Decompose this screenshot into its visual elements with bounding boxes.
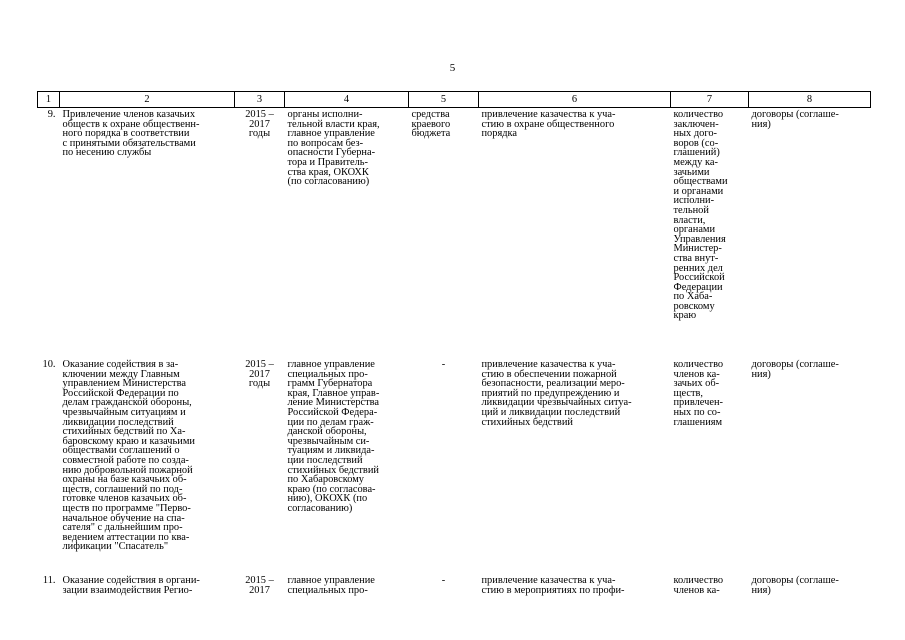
- measures-table: [37, 91, 871, 616]
- event-cell: Привлечение членов казачьих обществ к охране общественн- ного порядка в соответствии с принятыми обязательствами по несению службы: [62, 109, 200, 159]
- years-cell: 2015 – 2017 годы: [245, 359, 274, 390]
- page-number: 5: [449, 62, 456, 74]
- header-cell-5: 5: [409, 92, 479, 108]
- years-cell: 2015 – 2017 годы: [245, 109, 274, 140]
- row-number: 11.: [42, 575, 56, 586]
- form-cell: договоры (соглаше- ния): [751, 575, 839, 596]
- result-cell: привлечение казачества к уча- стию в охране общественного порядка: [481, 109, 616, 140]
- funding-cell: средства краевого бюджета: [411, 109, 451, 140]
- table-row: [38, 574, 871, 616]
- form-cell: договоры (соглаше- ния): [751, 359, 839, 380]
- header-cell-8: 8: [749, 92, 871, 108]
- header-cell-4: 4: [285, 92, 409, 108]
- executors-cell: главное управление специальных про- грамм Губернатора края, Главное управ- ление Министерства Российской Федера- ции по делам граж- данской обороны, чрезвычайным си- туациям и ликвида- ции последствий стихийных бедствий по Хабаровскому краю (по согласова- нию), ОКОХК (по согласованию): [287, 359, 380, 514]
- funding-cell: -: [441, 359, 446, 370]
- header-cell-3: 3: [235, 92, 285, 108]
- indicator-cell: количество членов ка-: [673, 575, 724, 596]
- executors-cell: главное управление специальных про-: [287, 575, 375, 596]
- result-cell: привлечение казачества к уча- стию в обеспечении пожарной безопасности, реализации меро- приятий по предупреждению и ликвидации чрезвычайных ситуа- ций и ликвидации последствий стихийных бедствий: [481, 359, 632, 428]
- table-row: [38, 358, 871, 574]
- executors-cell: органы исполни- тельной власти края, главное управление по вопросам без- опасности Губерна- тора и Правитель- ства края, ОКОХК (по согласованию): [287, 109, 380, 188]
- row-number: 10.: [42, 359, 56, 370]
- indicator-cell: количество членов ка- зачьих об- ществ, привлечен- ных по со- глашениям: [673, 359, 724, 428]
- header-cell-1: 1: [38, 92, 60, 108]
- form-cell: договоры (соглаше- ния): [751, 109, 839, 130]
- row-number: 9.: [47, 109, 56, 120]
- years-cell: 2015 – 2017: [245, 575, 274, 596]
- result-cell: привлечение казачества к уча- стию в мероприятиях по профи-: [481, 575, 625, 596]
- indicator-cell: количество заключен- ных дого- воров (со- глашений) между ка- зачьими обществами и органами исполни- тельной власти, органами Управления Министер- ства внут- ренних дел Российской Федерации по Хаба- ровскому краю: [673, 109, 728, 322]
- event-cell: Оказание содействия в за- ключении между Главным управлением Министерства Российской Федерации по делам гражданской обороны, чрезвычайным ситуациям и ликвидации последствий стихийных бедствий по Ха- баровскому краю и казачьими обществами соглашений о совместной работе по созда- нию добровольной пожарной охраны на базе казачьих об- ществ, соглашений по под- готовке членов казачьих об- ществ по программе "Перво- начальное обучение на спа- сателя" с дальнейшим про- ведением аттестации по ква- лификации "Спасатель": [62, 359, 195, 553]
- funding-cell: -: [441, 575, 446, 586]
- header-cell-2: 2: [60, 92, 235, 108]
- header-cell-7: 7: [671, 92, 749, 108]
- header-row: [38, 92, 871, 108]
- header-cell-6: 6: [479, 92, 671, 108]
- table-row: [38, 108, 871, 359]
- event-cell: Оказание содействия в органи- зации взаимодействия Регио-: [62, 575, 200, 596]
